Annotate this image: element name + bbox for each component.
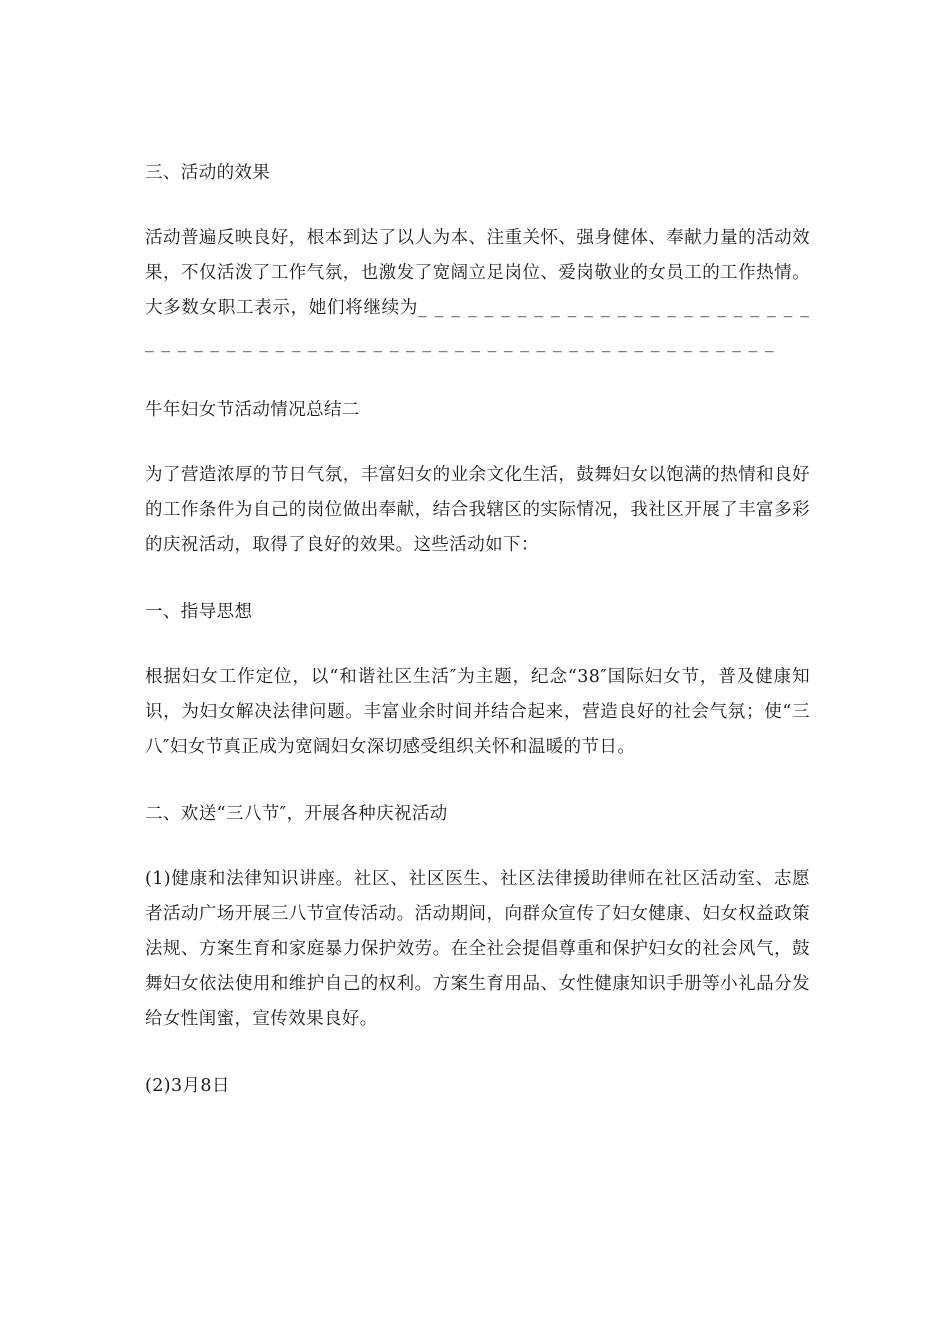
section-heading-guiding-ideas: 一、指导思想 xyxy=(145,602,253,622)
section-paragraph-effects xyxy=(145,221,817,361)
effects-text: 活动普遍反映良好，根本到达了以人为本、注重关怀、强身健体、奉献力量的活动效果，不仅活泼了工作气氛，也激发了宽阔立足岗位、爱岗敬业的女员工的工作热情。大多数女职工表示，她们将继续为 xyxy=(145,228,810,318)
summary-intro-paragraph: 为了营造浓厚的节日气氛，丰富妇女的业余文化生活，鼓舞妇女以饱满的热情和良好的工作条件为自己的岗位做出奉献，结合我辖区的实际情况，我社区开展了丰富多彩的庆祝活动，取得了良好的效果。这些活动如下： xyxy=(145,465,810,555)
summary-title: 牛年妇女节活动情况总结二 xyxy=(145,400,360,420)
fill-in-blank-line: _ _ _ _ _ _ _ _ _ _ _ _ _ _ _ _ _ _ _ _ _ _ _ _ _ _ _ _ _ _ _ _ _ _ _ _ _ _ _ _ _ _ _ _ _ _ _ _ _ _ _ _ _ _ _ _ _ _ _ _ _ _ _ xyxy=(145,298,817,353)
item-2-heading: (2)3月8日 xyxy=(145,1076,230,1096)
section-heading-celebrations: 二、欢送“三八节″，开展各种庆祝活动 xyxy=(145,804,448,824)
document-body xyxy=(145,156,817,1134)
item-1-paragraph: (1)健康和法律知识讲座。社区、社区医生、社区法律援助律师在社区活动室、志愿者活动广场开展三八节宣传活动。活动期间，向群众宣传了妇女健康、妇女权益政策法规、方案生育和家庭暴力保护效劳。在全社会提倡尊重和保护妇女的社会风气，鼓舞妇女依法使用和维护自己的权利。方案生育用品、女性健康知识手册等小礼品分发给女性闺蜜，宣传效果良好。 xyxy=(145,869,810,1029)
guiding-ideas-paragraph: 根据妇女工作定位，以“和谐社区生活″为主题，纪念“38″国际妇女节，普及健康知识，为妇女解决法律问题。丰富业余时间并结合起来，营造良好的社会气氛；使“三八″妇女节真正成为宽阔妇女深切感受组织关怀和温暖的节日。 xyxy=(145,667,810,757)
section-heading-effects: 三、活动的效果 xyxy=(145,163,271,183)
